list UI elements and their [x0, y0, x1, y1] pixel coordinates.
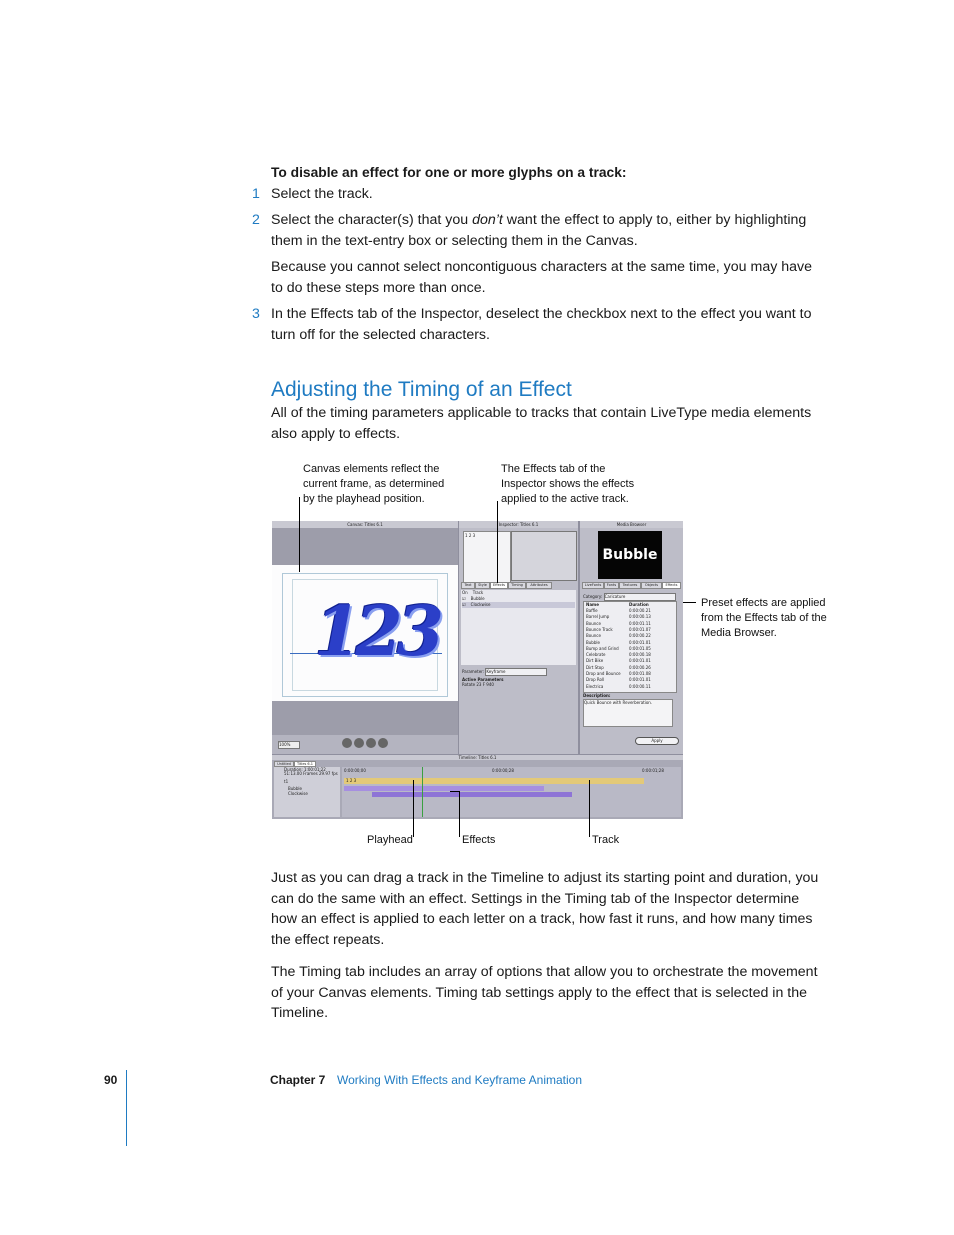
tab-fonts[interactable]: Fonts	[604, 582, 619, 589]
step-2-note: Because you cannot select noncontiguous characters at the same time, you may have to do these steps more than once.	[271, 259, 813, 296]
ruler-mark: 0:00:00;00	[344, 768, 366, 773]
tab-objects[interactable]: Objects	[641, 582, 662, 589]
list-item[interactable]: ☑ Clockwise	[462, 602, 575, 608]
effect-name: Barrel Jump	[586, 614, 610, 620]
effect-duration: 0:00:01.01	[629, 639, 651, 645]
track-row-main[interactable]: t1	[284, 779, 289, 784]
step-text-3: In the Effects tab of the Inspector, deselect the checkbox next to the effect you want to turn off for the selected characters.	[271, 306, 812, 343]
section-intro: All of the timing parameters applicable to tracks that contain LiveType media elements also apply to effects.	[271, 405, 812, 442]
callout-canvas: Canvas elements reflect the current frame, as determined by the playhead position.	[303, 463, 445, 505]
callout-media-browser: Preset effects are applied from the Effects tab of the Media Browser.	[701, 597, 827, 639]
description-box: Quick Bounce with Reverberation.	[583, 699, 673, 727]
tab-livefonts[interactable]: LiveFonts	[582, 582, 604, 589]
parameter-label: Parameter:	[462, 669, 485, 674]
inspector-title: Inspector: Titles 6.1	[459, 521, 578, 528]
effect-name: Dirt Bike	[586, 658, 604, 664]
track-row-bubble[interactable]: Bubble	[288, 786, 302, 791]
category-popup[interactable]: Caricature	[604, 593, 676, 601]
parameter-popup[interactable]: Keyframe	[485, 668, 547, 676]
effect-name: Bump and Grind	[586, 645, 619, 651]
play-button[interactable]	[354, 738, 364, 748]
list-item[interactable]: ☑ Bubble	[462, 596, 575, 602]
effect-duration: 0:00:00.13	[629, 614, 651, 620]
effect-duration: 0:00:01.07	[629, 626, 651, 632]
callout-track: Track	[592, 834, 620, 846]
timeline-title: Timeline: Titles 6.1	[272, 755, 683, 760]
zoom-popup[interactable]: 100%	[278, 741, 300, 749]
apply-button[interactable]: Apply	[635, 737, 679, 745]
effects-list	[461, 590, 576, 665]
inspector-preview	[511, 531, 577, 581]
description-label: Description:	[583, 693, 611, 698]
footer-rule	[126, 1070, 127, 1146]
callout-playhead: Playhead	[367, 834, 413, 846]
chapter-label: Chapter 7	[270, 1073, 326, 1087]
step-number-2: 2	[252, 212, 260, 228]
effect-duration: 0:00:01.08	[629, 671, 651, 676]
tab-media-effects[interactable]: Effects	[662, 582, 681, 589]
tab-text[interactable]: Text	[461, 582, 475, 589]
effect-duration: 0:00:01.11	[629, 620, 651, 626]
procedure-title: To disable an effect for one or more glyphs on a track:	[271, 165, 627, 180]
active-parameters-label: Active Parameters	[462, 677, 504, 682]
effect-name: Drop Roll	[586, 677, 605, 683]
step-number-1: 1	[252, 186, 260, 202]
page-number: 90	[104, 1073, 118, 1087]
effect-duration: 0:00:00.22	[629, 633, 651, 639]
timeline-tracks	[342, 767, 681, 817]
effect-name: Dirt Stop	[586, 664, 604, 670]
callout-inspector: The Effects tab of the Inspector shows the effects applied to the active track.	[501, 463, 635, 505]
effect-duration: 0:00:01.01	[629, 658, 651, 664]
step-number-3: 3	[252, 306, 260, 322]
effect-duration: 0:00:00.18	[629, 652, 651, 658]
effect-preview: Bubble	[598, 531, 662, 579]
effect-duration: 0:00:01.01	[629, 677, 651, 683]
inspector-text-entry[interactable]: 1 2 3	[463, 531, 511, 583]
effect-name: Electrica	[586, 683, 604, 689]
header-track: Track	[472, 590, 484, 595]
active-parameters-value: Rotate 23 F 940	[462, 682, 494, 687]
track-clip[interactable]: 1 2 3	[344, 778, 644, 784]
effect-name: Bounce	[586, 620, 601, 626]
track-row-clockwise[interactable]: Clockwise	[288, 791, 308, 796]
canvas-area[interactable]	[272, 565, 458, 701]
effect-name: Baffle	[586, 608, 598, 613]
effect-name: Bounce Track	[586, 626, 613, 632]
tab-titles[interactable]: Titles 6.1	[294, 761, 316, 767]
section-heading: Adjusting the Timing of an Effect	[271, 378, 572, 401]
effect-duration: 0:00:00.26	[629, 664, 651, 670]
column-name: Name	[586, 602, 599, 607]
category-label: Category:	[583, 594, 603, 599]
tab-style[interactable]: Style	[475, 582, 490, 589]
forward-button[interactable]	[378, 738, 388, 748]
duration-readout: Duration: 1:00:01;22	[284, 767, 326, 772]
tab-textures[interactable]: Textures	[619, 582, 641, 589]
effects-table	[583, 601, 677, 693]
effect-name: Bounce	[586, 633, 601, 639]
playhead-marker[interactable]	[422, 767, 423, 817]
callout-effects: Effects	[462, 834, 496, 846]
tab-timing[interactable]: Timing	[508, 582, 526, 589]
canvas-glyphs[interactable]: 123	[314, 592, 438, 672]
canvas-title: Canvas: Titles 6.1	[272, 521, 458, 528]
step-text-1: Select the track.	[271, 186, 373, 202]
effect-duration: 0:00:00.21	[629, 608, 651, 613]
frames-readout: 51:13.00 Frames 29.97 fps	[284, 771, 338, 776]
step-text-2: Select the character(s) that you don’t want the effect to apply to, either by highlighting them in the text-entry box or selecting them in the Canvas.	[271, 212, 807, 249]
chapter-title: Working With Effects and Keyframe Animation	[337, 1073, 582, 1087]
column-duration: Duration	[629, 602, 649, 607]
effect-duration: 0:00:01.05	[629, 645, 651, 651]
tab-effects[interactable]: Effects	[490, 582, 508, 589]
media-browser-window	[580, 521, 683, 754]
tab-attributes[interactable]: Attributes	[526, 582, 552, 589]
effect-name: Bubble	[586, 639, 600, 645]
rewind-button[interactable]	[342, 738, 352, 748]
paragraph-1: Just as you can drag a track in the Timeline to adjust its starting point and duration, you can do the same with an effect. Settings in the Timing tab of the Inspector determine how an effect is applied to each letter on a track, how fast it runs, and how many times the effect repeats.	[271, 870, 819, 948]
tab-untitled[interactable]: Untitled	[274, 761, 294, 767]
effect-clip-bubble[interactable]	[344, 786, 544, 791]
effect-name: Drop and Bounce	[586, 671, 621, 676]
paragraph-2: The Timing tab includes an array of options that allow you to orchestrate the movement of your Canvas elements. Timing tab settings apply to the effect that is selected in the Timeline.	[271, 964, 818, 1021]
effect-clip-clockwise[interactable]	[372, 792, 572, 797]
ruler-mark: 0:00:01;28	[642, 768, 664, 773]
ruler-mark: 0:00:00;28	[492, 768, 514, 773]
app-screenshot	[272, 521, 683, 819]
header-on: On	[462, 590, 468, 595]
effect-name: Celebrate	[586, 652, 606, 658]
loop-button[interactable]	[366, 738, 376, 748]
effect-duration: 0:00:00.11	[629, 683, 651, 689]
media-browser-title: Media Browser	[580, 521, 683, 528]
timeline-window	[272, 755, 683, 819]
inspector-window	[459, 521, 578, 754]
